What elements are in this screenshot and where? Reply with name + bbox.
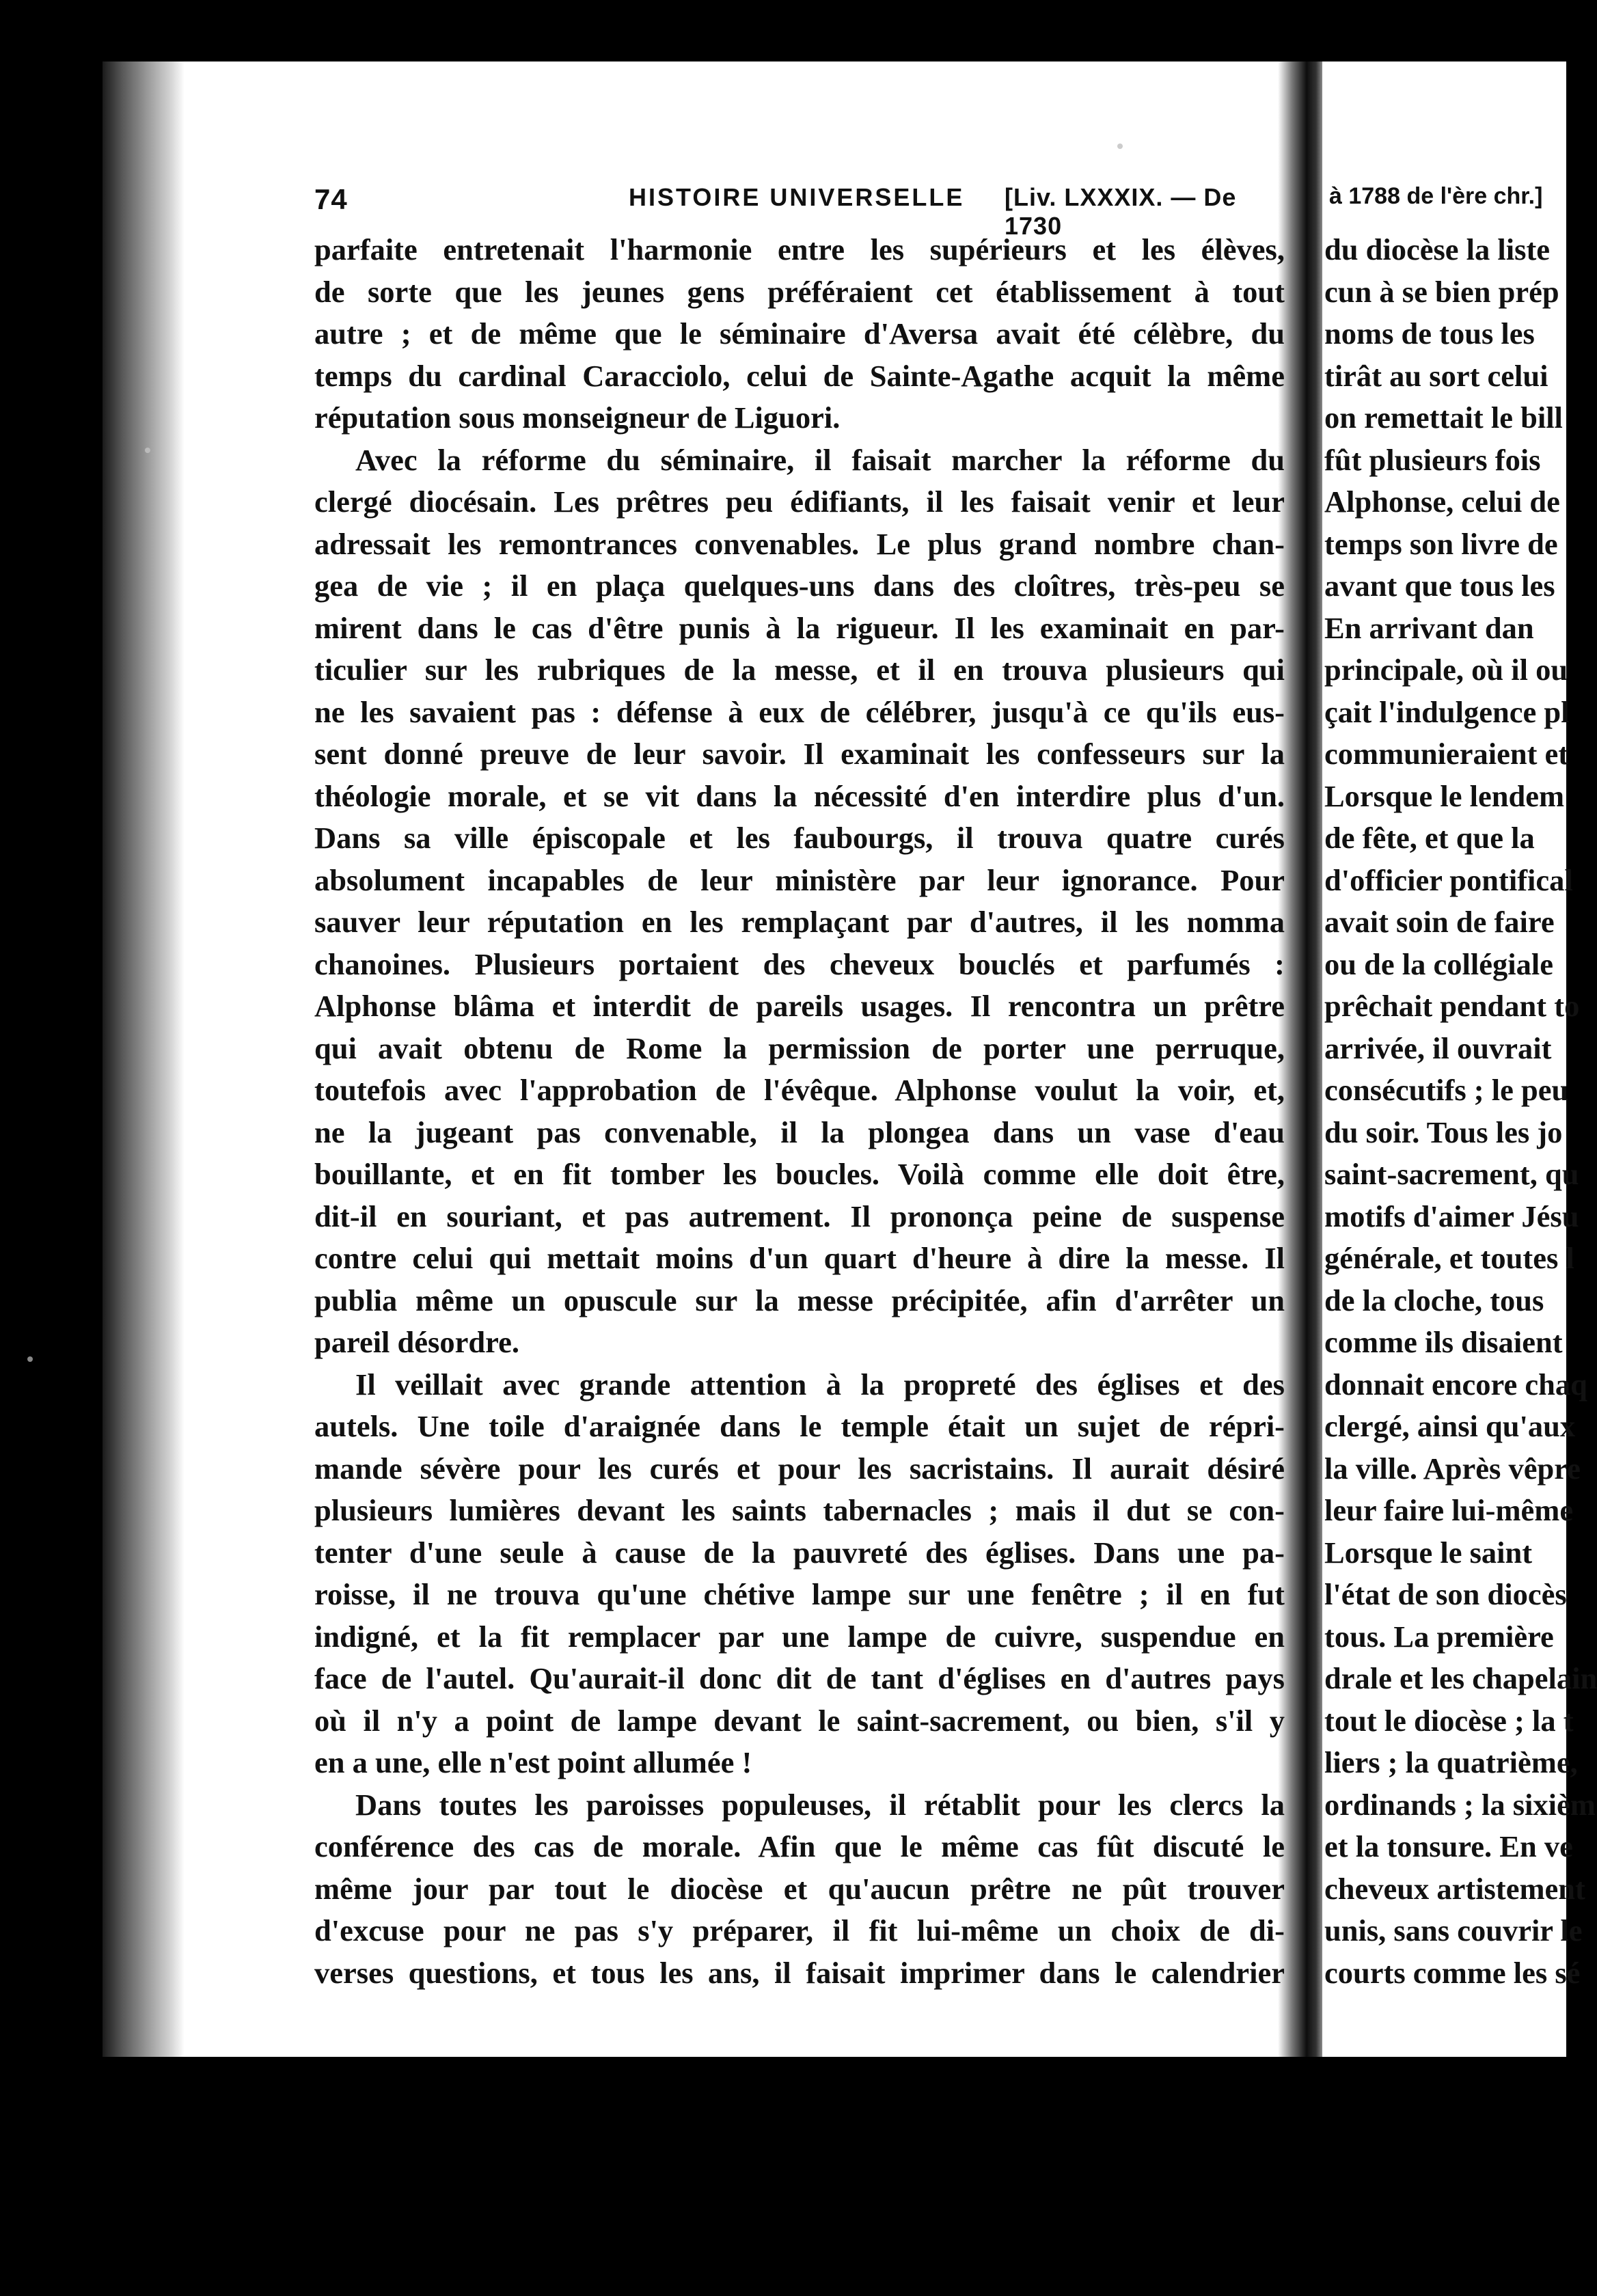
text-line: arrivée, il ouvrait — [1324, 1030, 1552, 1065]
text-line: publia même un opuscule sur la messe précipitée, afin d'arrêter un — [314, 1283, 1285, 1317]
text-line: de fête, et que la — [1324, 821, 1535, 855]
text-line: leur faire lui-même — [1324, 1493, 1574, 1527]
text-line: dit-il en souriant, et pas autrement. Il prononça peine de suspense — [314, 1199, 1285, 1233]
text-line: Alphonse, celui de — [1324, 484, 1560, 519]
text-line: clergé diocésain. Les prêtres peu édifiants, il les faisait venir et leur — [314, 484, 1285, 519]
text-line: noms de tous les — [1324, 316, 1535, 351]
text-line: temps du cardinal Caracciolo, celui de Sainte-Agathe acquit la même — [314, 358, 1285, 393]
text-line: En arrivant dan — [1324, 610, 1534, 645]
text-line: toutefois avec l'approbation de l'évêque. Alphonse voulut la voir, et, — [314, 1073, 1285, 1107]
right-running-header: à 1788 de l'ère chr.] — [1329, 183, 1543, 209]
text-line: autels. Une toile d'araignée dans le temple était un sujet de répri- — [314, 1409, 1285, 1443]
text-line: consécutifs ; le peu — [1324, 1073, 1569, 1107]
text-line: Il veillait avec grande attention à la propreté des églises et des — [355, 1367, 1285, 1402]
text-line: tirât au sort celui — [1324, 358, 1548, 393]
text-line: avant que tous les — [1324, 569, 1555, 603]
text-line: Avec la réforme du séminaire, il faisait marcher la réforme du — [355, 442, 1285, 477]
text-line: Dans toutes les paroisses populeuses, il rétablit pour les clercs la — [355, 1787, 1285, 1822]
text-line: communieraient et — [1324, 737, 1569, 771]
text-line: çait l'indulgence pl — [1324, 694, 1570, 729]
text-line: principale, où il ou — [1324, 653, 1568, 687]
text-line: tenter d'une seule à cause de la pauvreté des églises. Dans une pa- — [314, 1535, 1285, 1570]
text-line: prêchait pendant to — [1324, 989, 1580, 1023]
text-line: cheveux artistement — [1324, 1871, 1585, 1906]
text-line: Lorsque le lendem — [1324, 778, 1565, 813]
text-line: théologie morale, et se vit dans la nécessité d'en interdire plus d'un. — [314, 778, 1285, 813]
text-line: ou de la collégiale — [1324, 946, 1553, 981]
text-line: chanoines. Plusieurs portaient des cheveux bouclés et parfumés : — [314, 946, 1285, 981]
text-line: d'excuse pour ne pas s'y préparer, il fit lui-même un choix de di- — [314, 1913, 1285, 1948]
section-marker: [Liv. LXXXIX. — De 1730 — [1005, 183, 1237, 240]
text-line: mirent dans le cas d'être punis à la rigueur. Il les examinait en par- — [314, 610, 1285, 645]
text-line: indigné, et la fit remplacer par une lampe de cuivre, suspendue en — [314, 1619, 1285, 1654]
book-spine — [1278, 62, 1326, 2057]
running-header — [314, 183, 1285, 240]
text-line: en a une, elle n'est point allumée ! — [314, 1745, 752, 1779]
text-line: drale et les chapelain — [1324, 1661, 1597, 1695]
scan-speck — [1117, 144, 1123, 149]
text-line: fût plusieurs fois — [1324, 442, 1541, 477]
text-line: donnait encore chaq — [1324, 1367, 1587, 1402]
left-gutter-shadow — [103, 62, 185, 2057]
text-line: comme ils disaient — [1324, 1325, 1563, 1359]
text-line: l'état de son diocès — [1324, 1577, 1567, 1611]
text-line: cun à se bien prép — [1324, 274, 1559, 309]
text-line: sauver leur réputation en les remplaçant par d'autres, il les nomma — [314, 905, 1285, 939]
text-line: unis, sans couvrir le — [1324, 1913, 1583, 1948]
text-line: contre celui qui mettait moins d'un quart d'heure à dire la messe. Il — [314, 1241, 1285, 1275]
text-line: motifs d'aimer Jésu — [1324, 1199, 1579, 1233]
text-line: générale, et toutes l — [1324, 1241, 1574, 1275]
text-line: tout le diocèse ; la t — [1324, 1703, 1574, 1738]
right-page-text — [1324, 229, 1597, 1994]
scan-speck — [27, 1356, 33, 1362]
text-line: pareil désordre. — [314, 1325, 519, 1359]
text-line: ordinands ; la sixièm — [1324, 1787, 1596, 1822]
text-line: on remettait le bill — [1324, 400, 1563, 435]
text-line: sent donné preuve de leur savoir. Il examinait les confesseurs sur la — [314, 737, 1285, 771]
text-line: gea de vie ; il en plaça quelques-uns dans des cloîtres, très-peu se — [314, 569, 1285, 603]
text-line: verses questions, et tous les ans, il faisait imprimer dans le calendrier — [314, 1955, 1285, 1990]
left-page-text — [314, 229, 1285, 1994]
text-line: autre ; et de même que le séminaire d'Aversa avait été célèbre, du — [314, 316, 1285, 351]
text-line: du diocèse la liste — [1324, 232, 1551, 266]
scan-speck — [145, 448, 150, 453]
text-line: roisse, il ne trouva qu'une chétive lampe sur une fenêtre ; il en fut — [314, 1577, 1285, 1611]
text-line: Lorsque le saint — [1324, 1535, 1533, 1570]
text-line: de sorte que les jeunes gens préféraient cet établissement à tout — [314, 274, 1285, 309]
text-line: où il n'y a point de lampe devant le saint-sacrement, ou bien, s'il y — [314, 1703, 1285, 1738]
text-line: conférence des cas de morale. Afin que le même cas fût discuté le — [314, 1829, 1285, 1863]
text-line: Alphonse blâma et interdit de pareils usages. Il rencontra un prêtre — [314, 989, 1285, 1023]
text-line: temps son livre de — [1324, 526, 1558, 561]
text-line: et la tonsure. En ve — [1324, 1829, 1573, 1863]
text-line: mande sévère pour les curés et pour les sacristains. Il aurait désiré — [314, 1451, 1285, 1486]
text-line: Dans sa ville épiscopale et les faubourgs, il trouva quatre curés — [314, 821, 1285, 855]
book-title: HISTOIRE UNIVERSELLE — [629, 183, 965, 211]
text-line: même jour par tout le diocèse et qu'aucun prêtre ne pût trouver — [314, 1871, 1285, 1906]
text-line: face de l'autel. Qu'aurait-il donc dit de tant d'églises en d'autres pays — [314, 1661, 1285, 1695]
text-line: tous. La première — [1324, 1619, 1554, 1654]
text-line: ticulier sur les rubriques de la messe, et il en trouva plusieurs qui — [314, 653, 1285, 687]
text-line: la ville. Après vêpre — [1324, 1451, 1581, 1486]
text-line: clergé, ainsi qu'aux — [1324, 1409, 1576, 1443]
text-line: d'officier pontifical — [1324, 862, 1573, 897]
text-line: avait soin de faire — [1324, 905, 1555, 939]
page-number: 74 — [314, 183, 348, 215]
text-line: plusieurs lumières devant les saints tabernacles ; mais il dut se con- — [314, 1493, 1285, 1527]
text-line: qui avait obtenu de Rome la permission de porter une perruque, — [314, 1030, 1285, 1065]
text-line: adressait les remontrances convenables. Le plus grand nombre chan- — [314, 526, 1285, 561]
text-line: liers ; la quatrième, — [1324, 1745, 1578, 1779]
text-line: ne les savaient pas : défense à eux de célébrer, jusqu'à ce qu'ils eus- — [314, 694, 1285, 729]
text-line: saint-sacrement, qu — [1324, 1157, 1579, 1191]
text-line: réputation sous monseigneur de Liguori. — [314, 400, 841, 435]
text-line: courts comme les sé — [1324, 1955, 1581, 1990]
text-line: bouillante, et en fit tomber les boucles. Voilà comme elle doit être, — [314, 1157, 1285, 1191]
text-line: parfaite entretenait l'harmonie entre les supérieurs et les élèves, — [314, 232, 1285, 266]
text-line: du soir. Tous les jo — [1324, 1115, 1563, 1149]
text-line: absolument incapables de leur ministère par leur ignorance. Pour — [314, 862, 1285, 897]
text-line: ne la jugeant pas convenable, il la plongea dans un vase d'eau — [314, 1115, 1285, 1149]
text-line: de la cloche, tous — [1324, 1283, 1544, 1317]
